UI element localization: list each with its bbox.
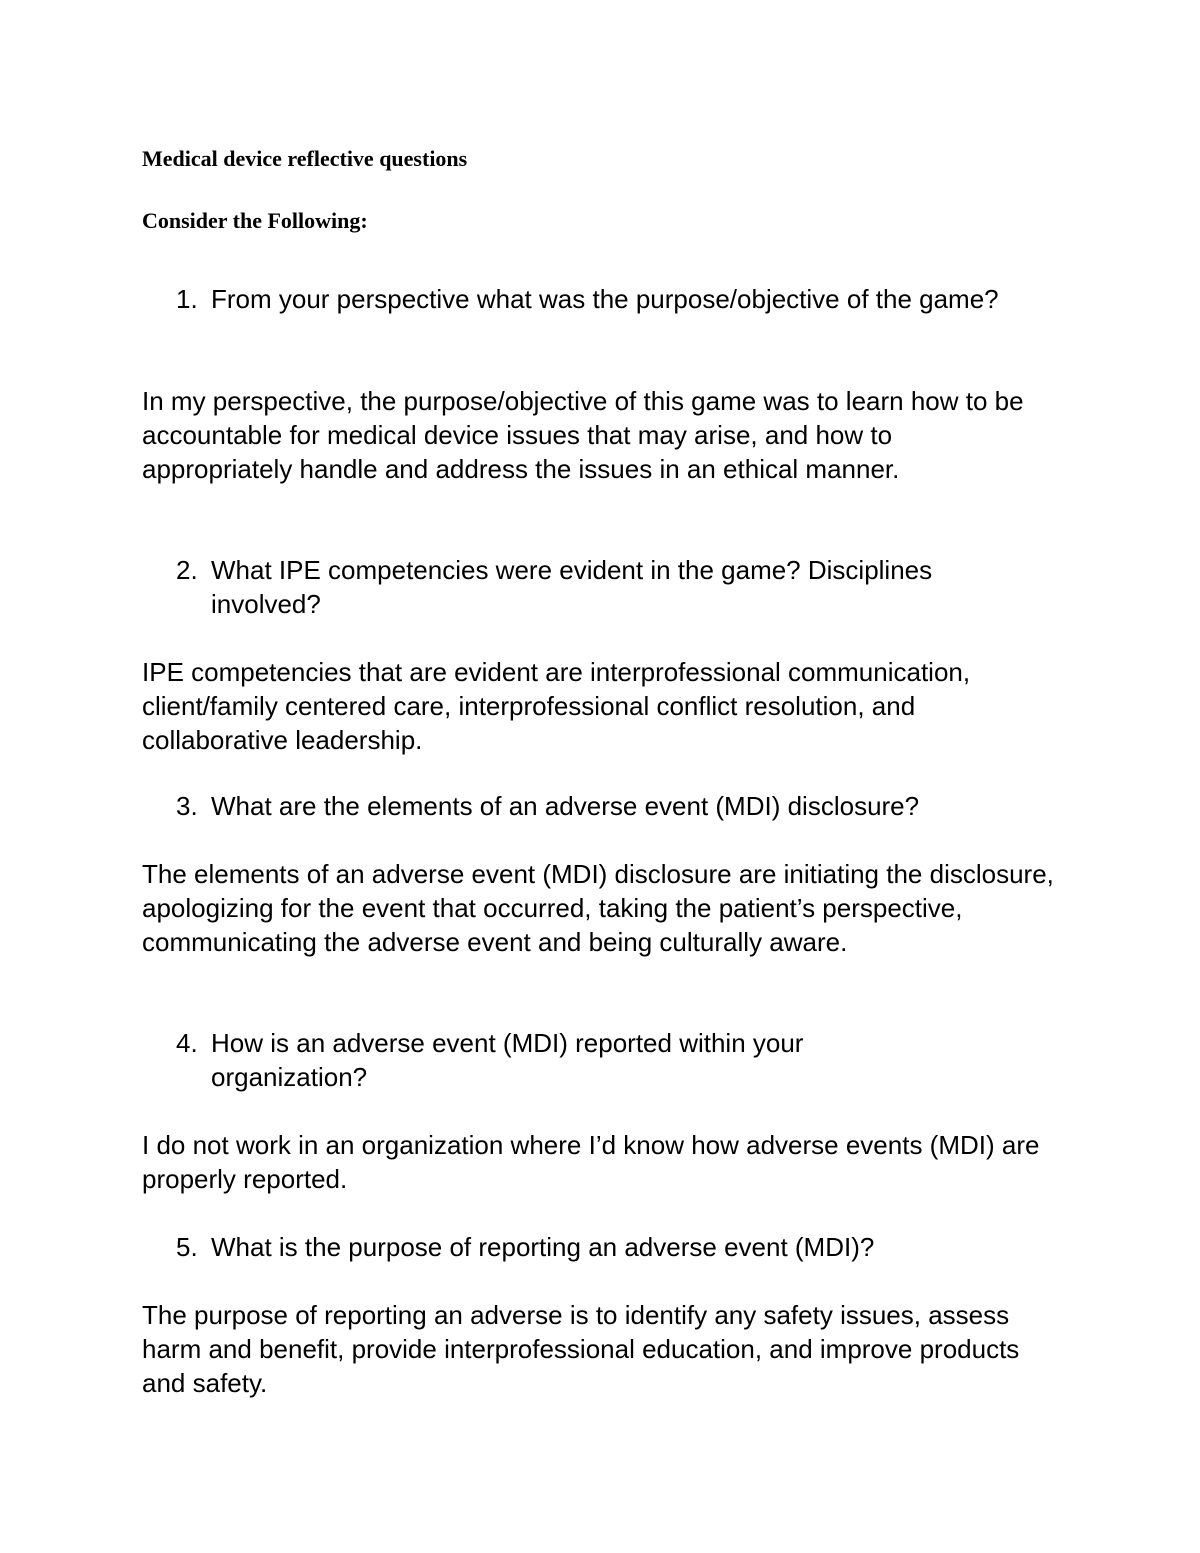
question-item bbox=[176, 1230, 1036, 1264]
question-text: How is an adverse event (MDI) reported within your organization? bbox=[211, 1028, 804, 1092]
question-text: What is the purpose of reporting an adverse event (MDI)? bbox=[211, 1232, 875, 1262]
question-number: 1. bbox=[176, 284, 198, 314]
answer-paragraph: The purpose of reporting an adverse is to identify any safety issues, assess harm and benefit, provide interprofessional education, and improve products and safety. bbox=[142, 1300, 1020, 1398]
answer-paragraph: The elements of an adverse event (MDI) disclosure are initiating the disclosure, apologizing for the event that occurred, taking the patient’s perspective, communicating the adverse event and being culturally aware. bbox=[142, 859, 1054, 957]
question-number: 4. bbox=[176, 1028, 198, 1058]
answer-paragraph: IPE competencies that are evident are interprofessional communication, client/family centered care, interprofessional conflict resolution, and collaborative leadership. bbox=[142, 657, 971, 755]
question-number: 3. bbox=[176, 791, 198, 821]
question-item bbox=[176, 789, 1036, 823]
question-number: 5. bbox=[176, 1232, 198, 1262]
question-item bbox=[176, 282, 1036, 316]
question-item bbox=[176, 553, 1036, 621]
answer-paragraph: I do not work in an organization where I’d know how adverse events (MDI) are properly reported. bbox=[142, 1130, 1040, 1194]
answer-paragraph: In my perspective, the purpose/objective of this game was to learn how to be accountable for medical device issues that may arise, and how to appropriately handle and address the issues in an ethical manner. bbox=[142, 386, 1024, 484]
question-text: What are the elements of an adverse event (MDI) disclosure? bbox=[211, 791, 920, 821]
question-number: 2. bbox=[176, 555, 198, 585]
document-title: Medical device reflective questions bbox=[142, 146, 468, 171]
question-text: What IPE competencies were evident in the game? Disciplines involved? bbox=[211, 555, 933, 619]
question-item bbox=[176, 1026, 916, 1094]
document-subtitle: Consider the Following: bbox=[142, 208, 368, 233]
question-text: From your perspective what was the purpose/objective of the game? bbox=[211, 284, 999, 314]
